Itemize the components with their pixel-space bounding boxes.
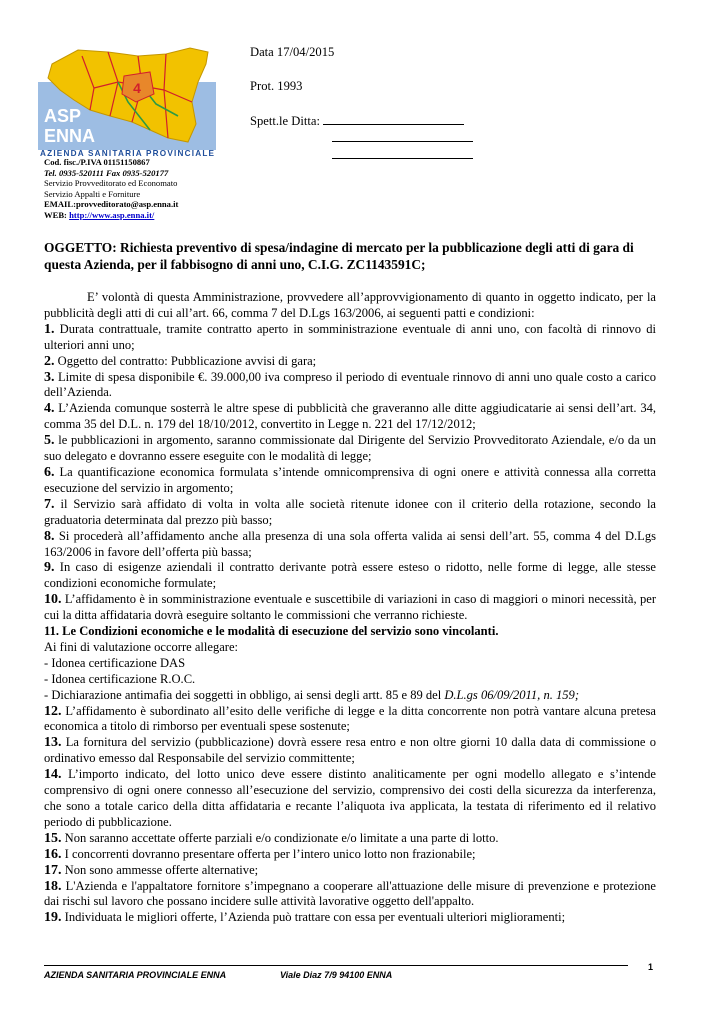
clause-item bbox=[44, 863, 656, 879]
clause-number: 16. bbox=[44, 846, 62, 862]
clause-number: 5. bbox=[44, 433, 55, 449]
svg-text:ASP: ASP bbox=[44, 106, 82, 126]
clause-item bbox=[44, 465, 656, 497]
web-link[interactable]: http://www.asp.enna.it/ bbox=[69, 209, 155, 220]
clause-text: La quantificazione economica formulata s’intende omnicomprensiva di ogni onere e attività connessa alla corretta esecuzione del servizio in argomento; bbox=[44, 464, 656, 495]
footer-org: AZIENDA SANITARIA PROVINCIALE ENNA bbox=[44, 970, 227, 980]
clause-item bbox=[44, 433, 656, 465]
clause-text: Limite di spesa disponibile €. 39.000,00 iva compreso il periodo di eventuale rinnovo di anni uno quale costo a carico dell’Azienda. bbox=[44, 369, 656, 400]
clause-number: 14. bbox=[44, 767, 62, 783]
clause-list-2 bbox=[44, 704, 656, 927]
clause-text: Non saranno accettate offerte parziali e/o condizionate e/o limitate a una parte di lotto. bbox=[61, 830, 499, 845]
clause-number: 13. bbox=[44, 735, 62, 751]
clause-list-1 bbox=[44, 322, 656, 624]
clause-text: La fornitura del servizio (pubblicazione) dovrà essere resa entro e non oltre giorni 10 dalla data di commissione o ordinativo emesso dal Responsabile del servizio committente; bbox=[44, 735, 656, 766]
recipient-line-3 bbox=[250, 146, 473, 163]
clause-text: I concorrenti dovranno presentare offerta per l’intero unico lotto non frazionabile; bbox=[61, 846, 476, 861]
clause-number: 8. bbox=[44, 528, 55, 544]
svg-text:ENNA: ENNA bbox=[44, 126, 96, 146]
clause-item bbox=[44, 735, 656, 767]
clause-text: L’Azienda comunque sosterrà le altre spese di pubblicità che graveranno alle ditte aggiudicatarie ai sensi dell’art. 34, comma 35 del D.L. n. 179 del 18/10/2012, convertito in Legge n. 221 del 17/12/2012; bbox=[44, 401, 656, 432]
page-number: 1 bbox=[648, 962, 654, 972]
attachment-item: - Dichiarazione antimafia dei soggetti in obbligo, ai sensi degli artt. 85 e 89 del D.L.gs 06/09/2011, n. 159; bbox=[44, 687, 579, 702]
clause-number: 3. bbox=[44, 369, 55, 385]
clause-item bbox=[44, 401, 656, 433]
recipient-line-2 bbox=[250, 129, 473, 146]
sicily-map-logo bbox=[38, 42, 216, 158]
clause-item bbox=[44, 560, 656, 592]
clause-text: L’affidamento è subordinato all’esito delle verifiche di legge e la ditta concorrente non potrà vantare alcuna pretesa economica a titolo di rimborso per eventuali spese sostenute; bbox=[44, 703, 656, 734]
subject-heading: OGGETTO: Richiesta preventivo di spesa/indagine di mercato per la pubblicazione degli atti di gara di questa Azienda, per il fabbisogno di anni uno, C.I.G. ZC1143591C; bbox=[44, 240, 634, 272]
footer bbox=[44, 970, 393, 980]
clause-item bbox=[44, 910, 656, 926]
clause-item bbox=[44, 847, 656, 863]
clause-text: L’importo indicato, del lotto unico deve essere distinto analiticamente per ogni modello allegato e s’intende comprensivo di ogni onere connesso all’esecuzione del servizio, comprensivo dei costi della sicurezza da interferenza, che sono a totale carico della ditta affidataria e recante l’aliquota iva applicata, la testata di riferimento ed il relativo periodo di pubblicazione. bbox=[44, 767, 656, 829]
clause-item bbox=[44, 354, 656, 370]
document-meta bbox=[250, 44, 473, 163]
clause-number: 6. bbox=[44, 464, 55, 480]
clause-number: 7. bbox=[44, 496, 55, 512]
clause-number: 10. bbox=[44, 592, 62, 608]
attachments-intro: Ai fini di valutazione occorre allegare: bbox=[44, 639, 239, 654]
clause-11: 11. Le Condizioni economiche e le modalità di esecuzione del servizio sono vincolanti. bbox=[44, 624, 499, 639]
web-label: WEB: bbox=[44, 209, 67, 220]
clause-text: Si procederà all’affidamento anche alla presenza di una sola offerta valida ai sensi dell’art. 55, comma 4 del D.Lgs 163/2006 in favore dell’offerta più bassa; bbox=[44, 528, 656, 559]
clause-text: Durata contrattuale, tramite contratto aperto in somministrazione eventuale di anni uno, con facoltà di rinnovo di ulteriori anni uno; bbox=[44, 321, 656, 352]
footer-address: Viale Diaz 7/9 94100 ENNA bbox=[280, 970, 393, 980]
clause-number: 9. bbox=[44, 560, 55, 576]
clause-number: 18. bbox=[44, 878, 62, 894]
recipient-label: Spett.le Ditta: bbox=[250, 114, 320, 128]
document-body bbox=[44, 290, 656, 926]
clause-text: le pubblicazioni in argomento, saranno commissionate dal Dirigente del Servizio Provveditorato Aziendale, e/o da un suo delegato e dovranno essere eseguite con le modalità di legge; bbox=[44, 433, 656, 464]
document-date: Data 17/04/2015 bbox=[250, 45, 335, 59]
recipient-line-1 bbox=[323, 112, 464, 125]
clause-item bbox=[44, 704, 656, 736]
clause-number: 15. bbox=[44, 830, 62, 846]
attachment-item: - Idonea certificazione R.O.C. bbox=[44, 671, 196, 686]
asp-enna-logo bbox=[38, 42, 216, 158]
clause-text: In caso di esigenze aziendali il contratto derivante potrà essere esteso o ridotto, nelle forme di legge, alle stesse condizioni economiche formulate; bbox=[44, 560, 656, 591]
clause-item bbox=[44, 831, 656, 847]
clause-text: il Servizio sarà affidato di volta in volta alle società ritenute idonee con il criterio della rotazione, secondo la graduatoria determinata dal prezzo più basso; bbox=[44, 496, 656, 527]
web-row bbox=[44, 210, 244, 221]
clause-item bbox=[44, 370, 656, 402]
clause-number: 4. bbox=[44, 401, 55, 417]
clause-item bbox=[44, 767, 656, 831]
svg-text:AZIENDA SANITARIA PROVINCIALE: AZIENDA SANITARIA PROVINCIALE bbox=[40, 149, 214, 158]
attachment-item: - Idonea certificazione DAS bbox=[44, 655, 186, 670]
clause-number: 17. bbox=[44, 862, 62, 878]
clause-item bbox=[44, 497, 656, 529]
attachment-law-ref: D.L.gs 06/09/2011, n. 159; bbox=[444, 687, 579, 702]
clause-item bbox=[44, 592, 656, 624]
intro-paragraph: E’ volontà di questa Amministrazione, provvedere all’approvvigionamento di quanto in oggetto indicato, per la pubblicità degli atti di cui all’art. 66, comma 7 del D.Lgs 163/2006, ai seguenti patti e condizioni: bbox=[44, 290, 656, 320]
clause-number: 1. bbox=[44, 321, 55, 337]
clause-text: Oggetto del contratto: Pubblicazione avvisi di gara; bbox=[54, 353, 317, 368]
clause-item bbox=[44, 322, 656, 354]
service-sub: Servizio Appalti e Forniture bbox=[44, 188, 141, 199]
clause-text: Individuata le migliori offerte, l’Azienda può trattare con essa per eventuali ulteriori miglioramenti; bbox=[61, 910, 566, 925]
email: EMAIL:provveditorato@asp.enna.it bbox=[44, 199, 179, 210]
clause-number: 12. bbox=[44, 703, 62, 719]
phone-fax: Tel. 0935-520111 Fax 0935-520177 bbox=[44, 167, 169, 178]
clause-number: 2. bbox=[44, 353, 55, 369]
clause-text: Non sono ammesse offerte alternative; bbox=[61, 862, 259, 877]
clause-item bbox=[44, 879, 656, 911]
org-info bbox=[44, 157, 244, 221]
clause-number: 19. bbox=[44, 910, 62, 926]
protocol-number: Prot. 1993 bbox=[250, 79, 303, 93]
recipient-row bbox=[250, 112, 473, 129]
footer-rule bbox=[44, 965, 628, 966]
tax-code: Cod. fisc./P.IVA 01151150867 bbox=[44, 157, 150, 167]
clause-text: L'Azienda e l'appaltatore fornitore s’impegnano a cooperare all'attuazione delle misure di prevenzione e protezione dai rischi sul lavoro che possano incidere sulle attività lavorative oggetto dell'appalto. bbox=[44, 878, 656, 909]
clause-text: L’affidamento è in somministrazione eventuale e suscettibile di variazioni in caso di maggiori o minori necessità, per cui la ditta affidataria dovrà eseguire soltanto le commissioni che verranno richieste. bbox=[44, 592, 656, 623]
svg-text:4: 4 bbox=[133, 80, 141, 96]
service-name: Servizio Provveditorato ed Economato bbox=[44, 178, 178, 189]
clause-item bbox=[44, 529, 656, 561]
